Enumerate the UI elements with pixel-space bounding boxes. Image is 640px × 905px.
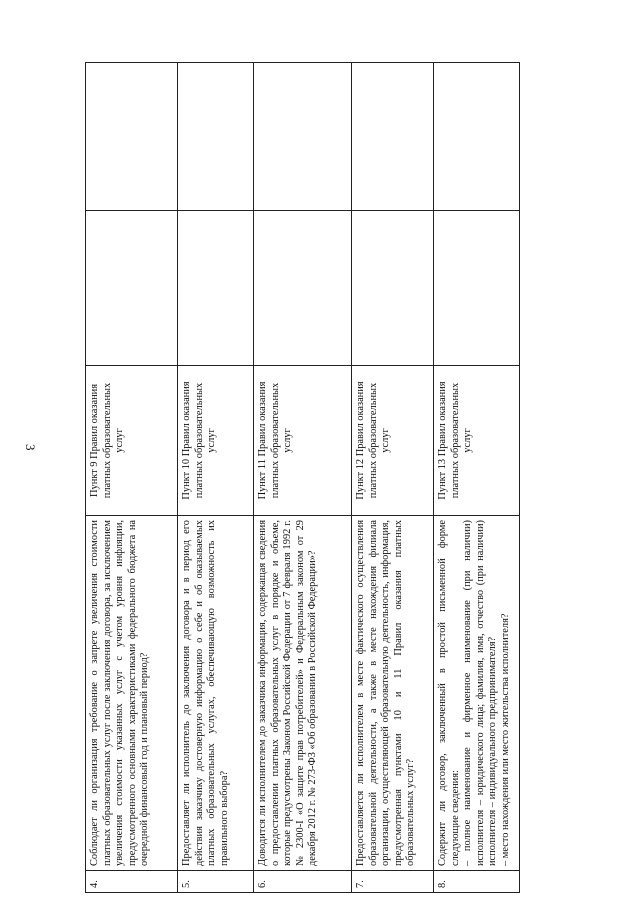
table-row: [86, 63, 178, 893]
reference-cell: Пункт 9 Правил оказания платных образовательных услуг: [86, 366, 178, 516]
table-row: [254, 63, 352, 893]
note-cell: [434, 63, 520, 211]
table-row: [352, 63, 434, 893]
question-cell: Соблюдает ли организация требование о запрете увеличения стоимости платных образовательных услуг после заключения договора, за исключением увеличения стоимости указанных услуг с учетом уровня инфляции, предусмотренного основными характеристиками федерального бюджета на очередной финансовый год и плановый период?: [86, 516, 178, 871]
note-cell: [352, 63, 434, 211]
rotated-page: [77, 0, 640, 905]
question-cell: [434, 516, 520, 871]
answer-cell: [254, 211, 352, 366]
row-number: 7.: [352, 871, 434, 893]
checklist-table: [85, 62, 520, 893]
question-line: – место нахождения или место жительства исполнителя?: [499, 613, 511, 866]
reference-cell: Пункт 12 Правил оказания платных образовательных услуг: [352, 366, 434, 516]
row-number: 6.: [254, 871, 352, 893]
reference-cell: Пункт 13 Правил оказания платных образовательных услуг: [434, 366, 520, 516]
reference-cell: Пункт 10 Правил оказания платных образовательных услуг: [178, 366, 254, 516]
answer-cell: [86, 211, 178, 366]
question-line: Содержит ли договор, заключенный в простой письменной форме следующие сведения:: [437, 520, 461, 866]
table-row: [434, 63, 520, 893]
question-cell: Доводится ли исполнителем до заказчика информация, содержащая сведения о предоставлении платных образовательных услуг в порядке и объеме, которые предусмотрены Законом Российской Федерации от 7 февраля 1992 г. № 2300-I «О защите прав потребителей» и Федеральным законом от 29 декабря 2012 г. № 273-ФЗ «Об образовании в Российской Федерации»?: [254, 516, 352, 871]
note-cell: [254, 63, 352, 211]
reference-cell: Пункт 11 Правил оказания платных образовательных услуг: [254, 366, 352, 516]
row-number: 8.: [434, 871, 520, 893]
question-cell: Предоставляет ли исполнитель до заключения договора и в период его действия заказчику достоверную информацию о себе и об оказываемых платных образовательных услугах, обеспечивающую возможность их правильного выбора?: [178, 516, 254, 871]
answer-cell: [434, 211, 520, 366]
page-number: 3: [23, 444, 38, 451]
note-cell: [178, 63, 254, 211]
question-cell: Предоставляется ли исполнителем в месте фактического осуществления образовательной деятельности, а также в месте нахождения филиала организации, осуществляющей образовательную деятельность, информация, предусмотренная пунктами 10 и 11 Правил оказания платных образовательных услуг?: [352, 516, 434, 871]
row-number: 5.: [178, 871, 254, 893]
answer-cell: [178, 211, 254, 366]
question-line: – полное наименование и фирменное наименование (при наличии) исполнителя – юридического лица; фамилия, имя, отчество (при наличии) исполнителя – индивидуального предпринимателя?: [462, 520, 499, 866]
answer-cell: [352, 211, 434, 366]
table-row: [178, 63, 254, 893]
row-number: 4.: [86, 871, 178, 893]
note-cell: [86, 63, 178, 211]
